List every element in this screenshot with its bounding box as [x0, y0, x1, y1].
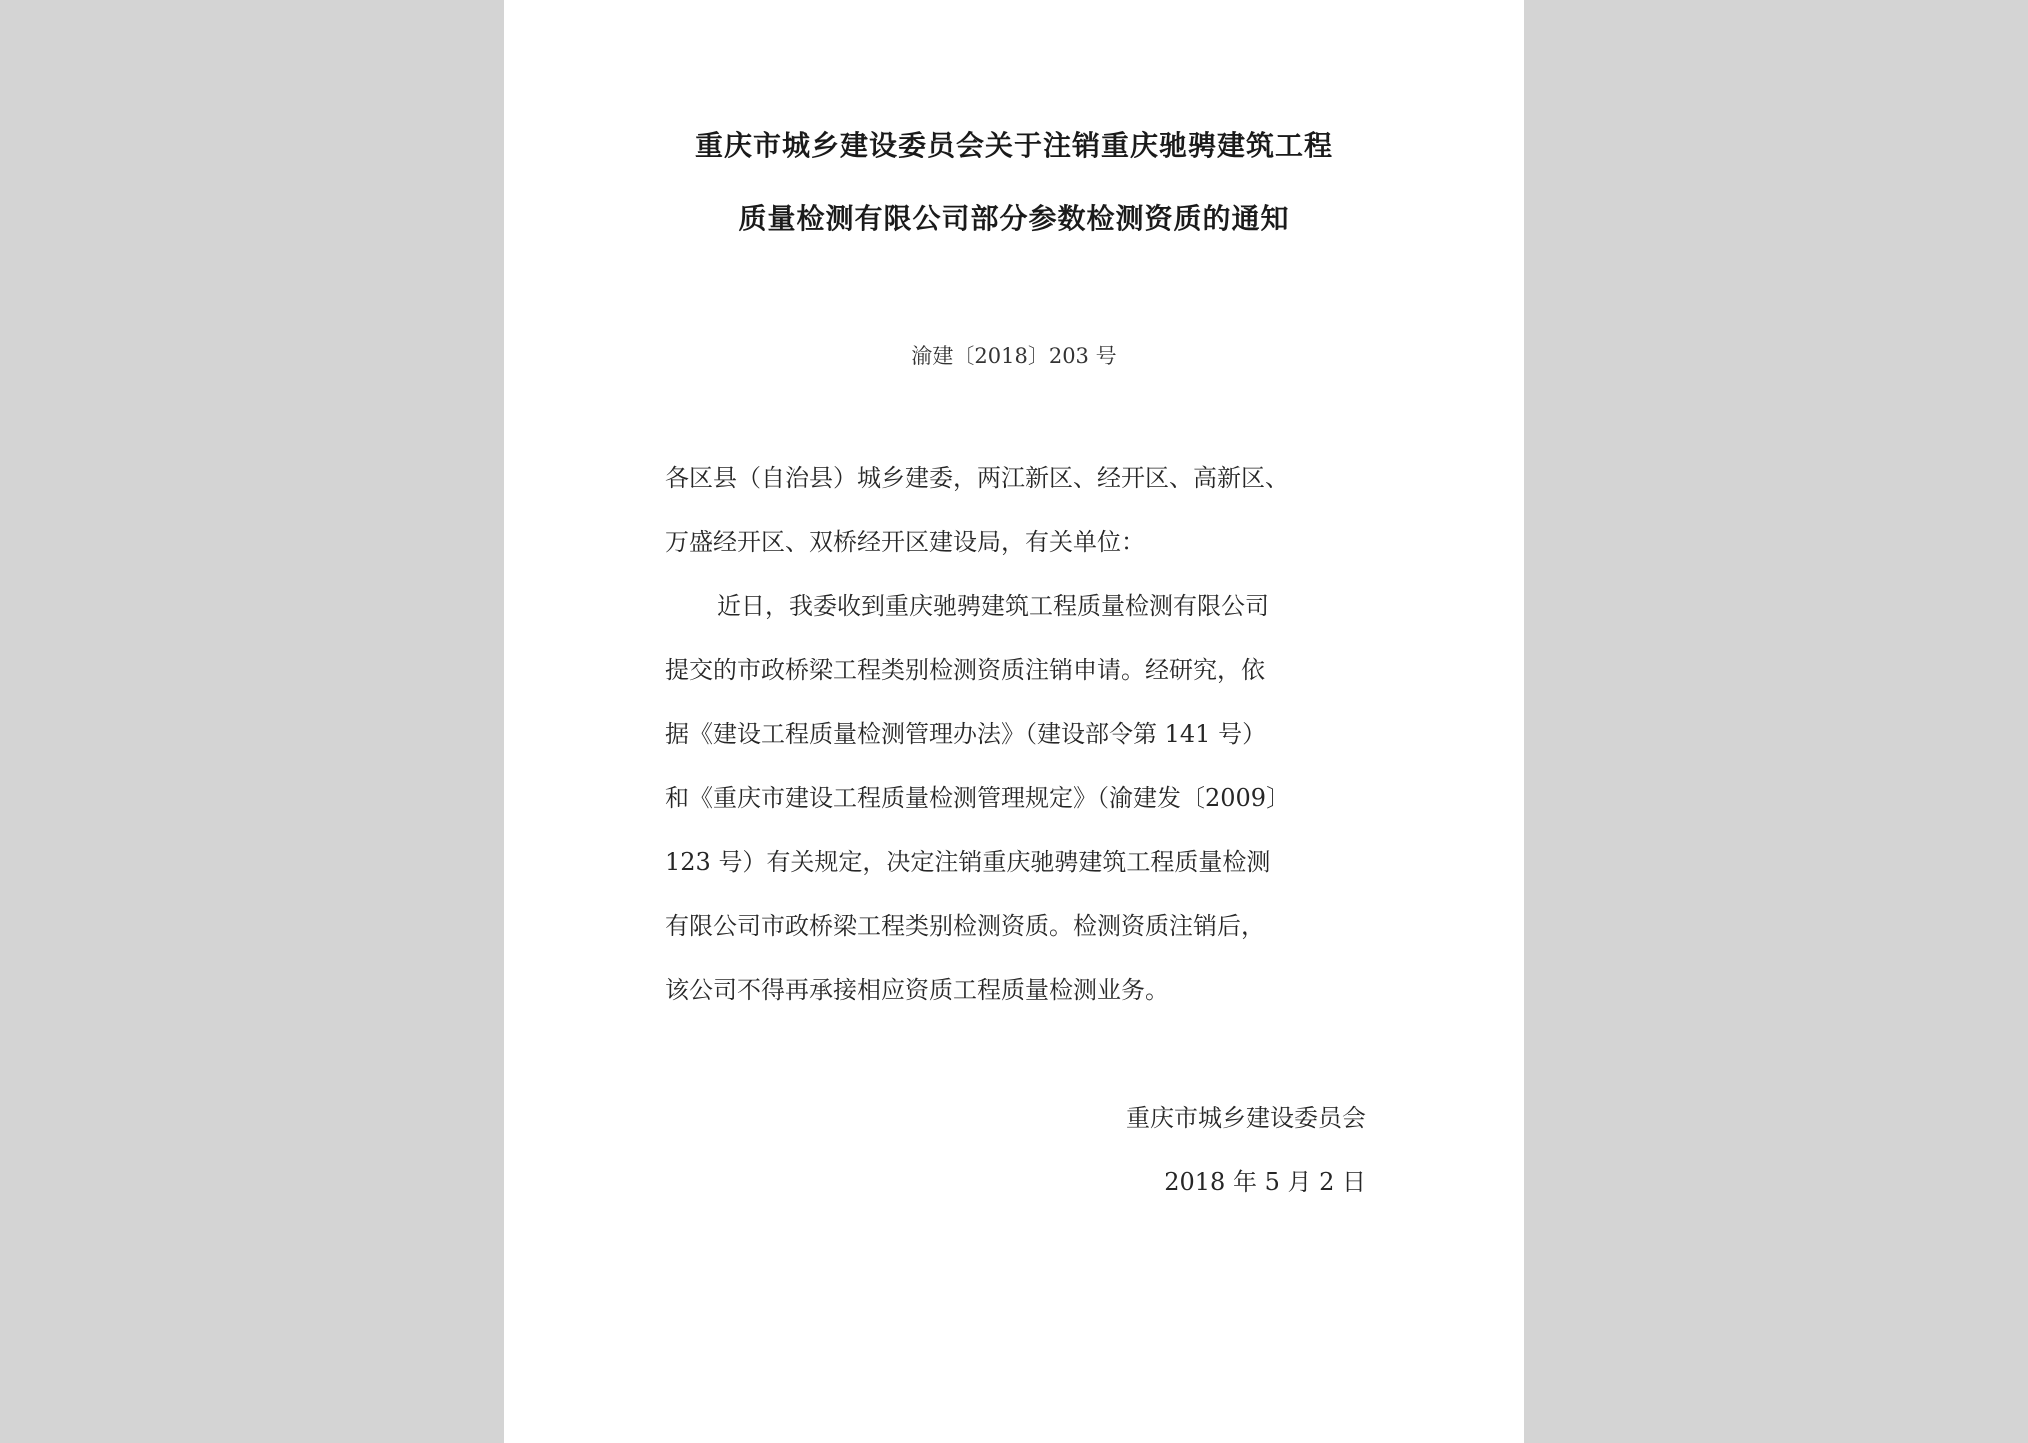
body-line-5: 123 号）有关规定，决定注销重庆驰骋建筑工程质量检测 — [665, 848, 1271, 876]
document-title-line-1: 重庆市城乡建设委员会关于注销重庆驰骋建筑工程 — [694, 129, 1333, 162]
body-line-4: 和《重庆市建设工程质量检测管理规定》（渝建发〔2009〕 — [665, 784, 1291, 812]
body-line-1: 近日，我委收到重庆驰骋建筑工程质量检测有限公司 — [717, 592, 1269, 620]
document-number: 渝建〔2018〕203 号 — [911, 344, 1117, 368]
signature-organization: 重庆市城乡建设委员会 — [1126, 1104, 1366, 1132]
body-line-7: 该公司不得再承接相应资质工程质量检测业务。 — [665, 976, 1169, 1004]
recipients-line-1: 各区县（自治县）城乡建委，两江新区、经开区、高新区、 — [665, 464, 1289, 492]
body-line-3: 据《建设工程质量检测管理办法》（建设部令第 141 号） — [665, 720, 1267, 748]
recipients-line-2: 万盛经开区、双桥经开区建设局，有关单位： — [665, 528, 1145, 556]
body-line-2: 提交的市政桥梁工程类别检测资质注销申请。经研究，依 — [665, 656, 1265, 684]
document-title-line-2: 质量检测有限公司部分参数检测资质的通知 — [738, 202, 1290, 235]
body-line-6: 有限公司市政桥梁工程类别检测资质。检测资质注销后， — [665, 912, 1265, 940]
document-page — [504, 0, 1524, 1443]
signature-date: 2018 年 5 月 2 日 — [1164, 1168, 1366, 1196]
